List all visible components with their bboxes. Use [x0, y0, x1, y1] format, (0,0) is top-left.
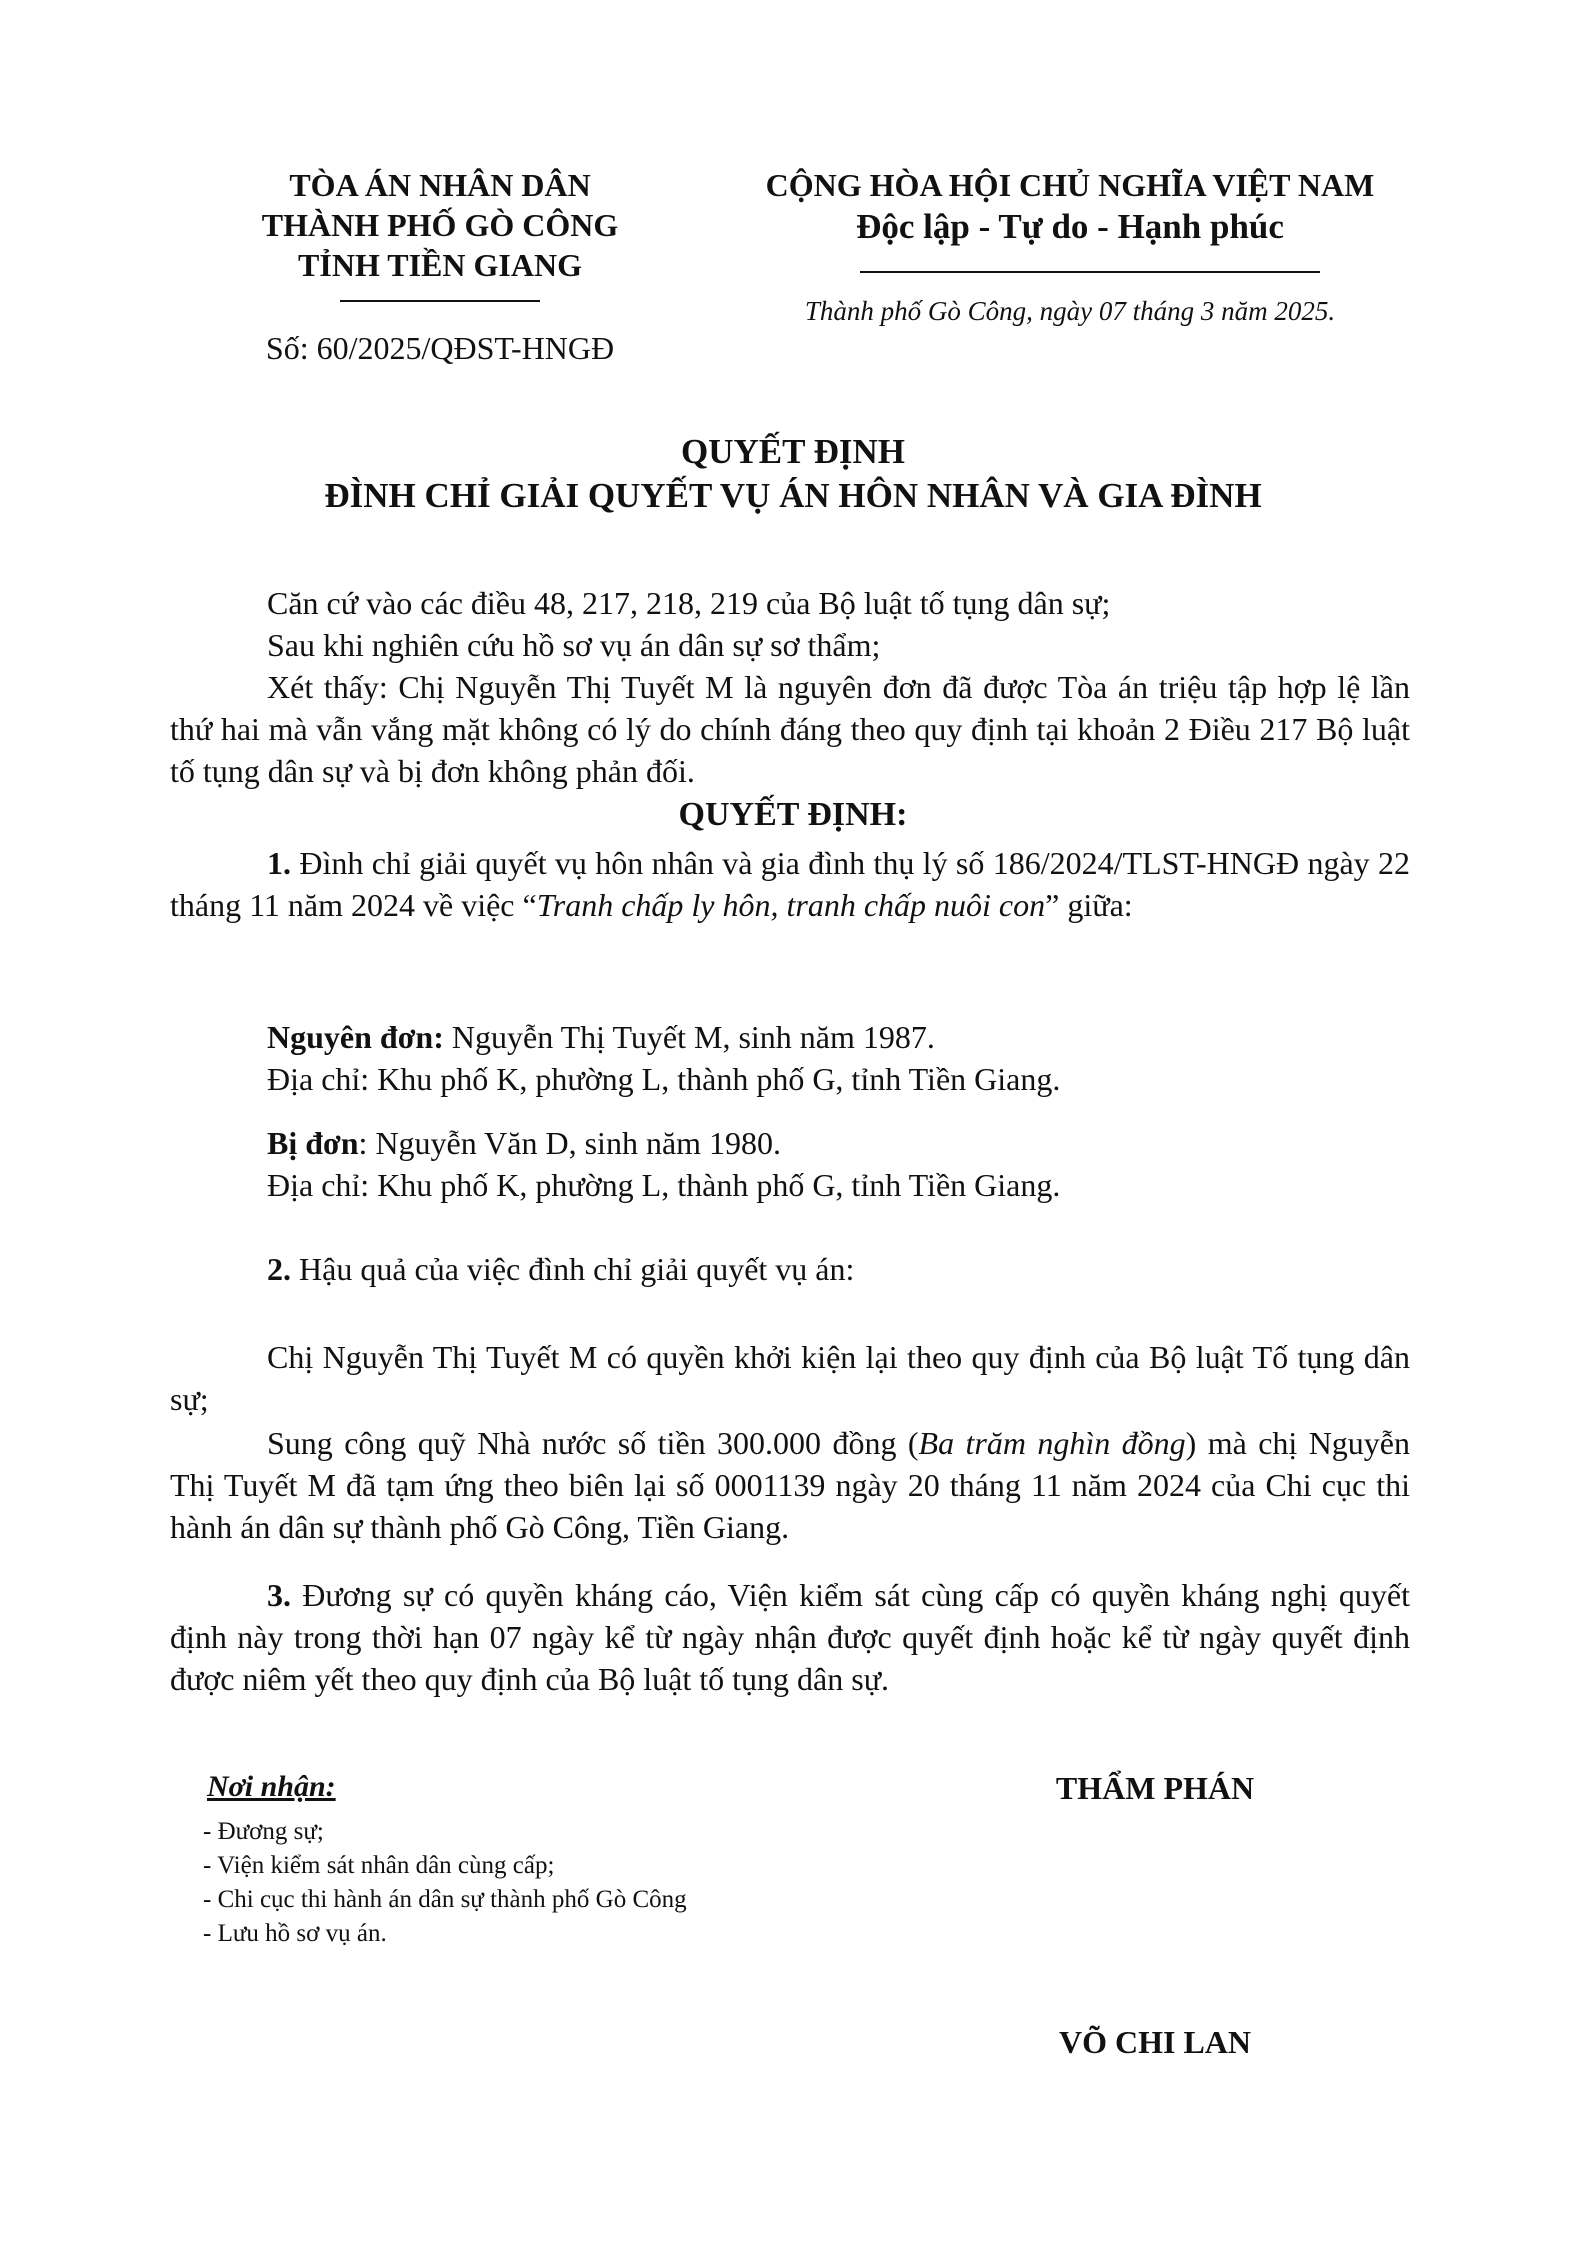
case-subject: Tranh chấp ly hôn, tranh chấp nuôi con: [536, 887, 1046, 923]
decision-item-3: [170, 1574, 1410, 1700]
recipient-item: - Chi cục thi hành án dân sự thành phố Gò Công: [203, 1886, 687, 1913]
document-subtitle: ĐÌNH CHỈ GIẢI QUYẾT VỤ ÁN HÔN NHÂN VÀ GIA ĐÌNH: [324, 476, 1262, 515]
national-motto: Độc lập - Tự do - Hạnh phúc: [856, 207, 1284, 246]
recipient-item: - Lưu hồ sơ vụ án.: [203, 1920, 387, 1947]
consequence-paragraph-1: Chị Nguyễn Thị Tuyết M có quyền khởi kiện lại theo quy định của Bộ luật Tố tụng dân sự;: [170, 1339, 1410, 1417]
item-number: 2.: [267, 1251, 291, 1287]
signer-role: THẨM PHÁN: [1055, 1770, 1255, 1806]
defendant-address: Địa chỉ: Khu phố K, phường L, thành phố G, tỉnh Tiền Giang.: [267, 1167, 1061, 1203]
recipient-item: - Đương sự;: [203, 1818, 324, 1845]
item-text-end: ” giữa:: [1045, 887, 1133, 923]
decision-item-2: [170, 1248, 1410, 1290]
court-province: TỈNH TIỀN GIANG: [298, 247, 582, 283]
national-header-rule: [860, 271, 1320, 273]
consequence-text-end: ) mà chị Nguyễn Thị Tuyết M đã tạm ứng theo biên lại số 0001139 ngày 20 tháng 11 năm 2024 của Chi cục thi hành án dân sự thành phố Gò Công, Tiền Giang.: [170, 1425, 1411, 1545]
issue-date: Thành phố Gò Công, ngày 07 tháng 3 năm 2025.: [804, 296, 1336, 326]
basis-paragraph-1: Căn cứ vào các điều 48, 217, 218, 219 của Bộ luật tố tụng dân sự;: [267, 585, 1111, 621]
document-title: QUYẾT ĐỊNH: [681, 432, 905, 471]
recipient-item: - Viện kiểm sát nhân dân cùng cấp;: [203, 1852, 555, 1879]
national-header: [735, 165, 1405, 249]
consequences-section: [170, 1336, 1410, 1548]
decision-heading: QUYẾT ĐỊNH:: [678, 796, 908, 833]
recipients-title: Nơi nhận:: [207, 1770, 336, 1803]
plaintiff-block: [170, 1016, 1410, 1100]
national-name: CỘNG HÒA HỘI CHỦ NGHĨA VIỆT NAM: [765, 167, 1375, 203]
plaintiff-address: Địa chỉ: Khu phố K, phường L, thành phố G, tỉnh Tiền Giang.: [267, 1061, 1061, 1097]
court-name: TÒA ÁN NHÂN DÂN: [289, 167, 591, 203]
defendant-block: [170, 1122, 1410, 1206]
basis-section: [170, 582, 1410, 792]
document-number: Số: 60/2025/QĐST-HNGĐ: [265, 330, 615, 366]
item-number: 3.: [267, 1577, 291, 1613]
defendant-value: : Nguyễn Văn D, sinh năm 1980.: [358, 1125, 782, 1161]
signer-name: VÕ CHI LAN: [1058, 2024, 1251, 2060]
item-text: Đương sự có quyền kháng cáo, Viện kiểm sát cùng cấp có quyền kháng nghị quyết định này trong thời hạn 07 ngày kể từ ngày nhận được quyết định hoặc kể từ ngày quyết định được niêm yết theo quy định của Bộ luật tố tụng dân sự.: [170, 1577, 1410, 1697]
amount-in-words: Ba trăm nghìn đồng: [918, 1425, 1186, 1461]
basis-paragraph-2: Sau khi nghiên cứu hồ sơ vụ án dân sự sơ thẩm;: [267, 627, 881, 663]
consequence-text: Sung công quỹ Nhà nước số tiền 300.000 đồng (: [267, 1425, 919, 1461]
decision-item-1: [170, 842, 1410, 926]
item-number: 1.: [267, 845, 291, 881]
court-city: THÀNH PHỐ GÒ CÔNG: [261, 207, 619, 243]
recipients-list: [203, 1815, 687, 1951]
court-header: [210, 165, 670, 285]
plaintiff-label: Nguyên đơn:: [267, 1019, 444, 1055]
item-text: Hậu quả của việc đình chỉ giải quyết vụ án:: [291, 1251, 855, 1287]
item-text: Đình chỉ giải quyết vụ hôn nhân và gia đình thụ lý số 186/2024/TLST-HNGĐ ngày 22 tháng 11 năm 2024 về việc “: [170, 845, 1410, 923]
plaintiff-value: Nguyễn Thị Tuyết M, sinh năm 1987.: [443, 1019, 935, 1055]
court-header-rule: [340, 300, 540, 302]
basis-paragraph-3: Xét thấy: Chị Nguyễn Thị Tuyết M là nguyên đơn đã được Tòa án triệu tập hợp lệ lần thứ hai mà vẫn vắng mặt không có lý do chính đáng theo quy định tại khoản 2 Điều 217 Bộ luật tố tụng dân sự và bị đơn không phản đối.: [170, 669, 1410, 789]
defendant-label: Bị đơn: [267, 1125, 359, 1161]
